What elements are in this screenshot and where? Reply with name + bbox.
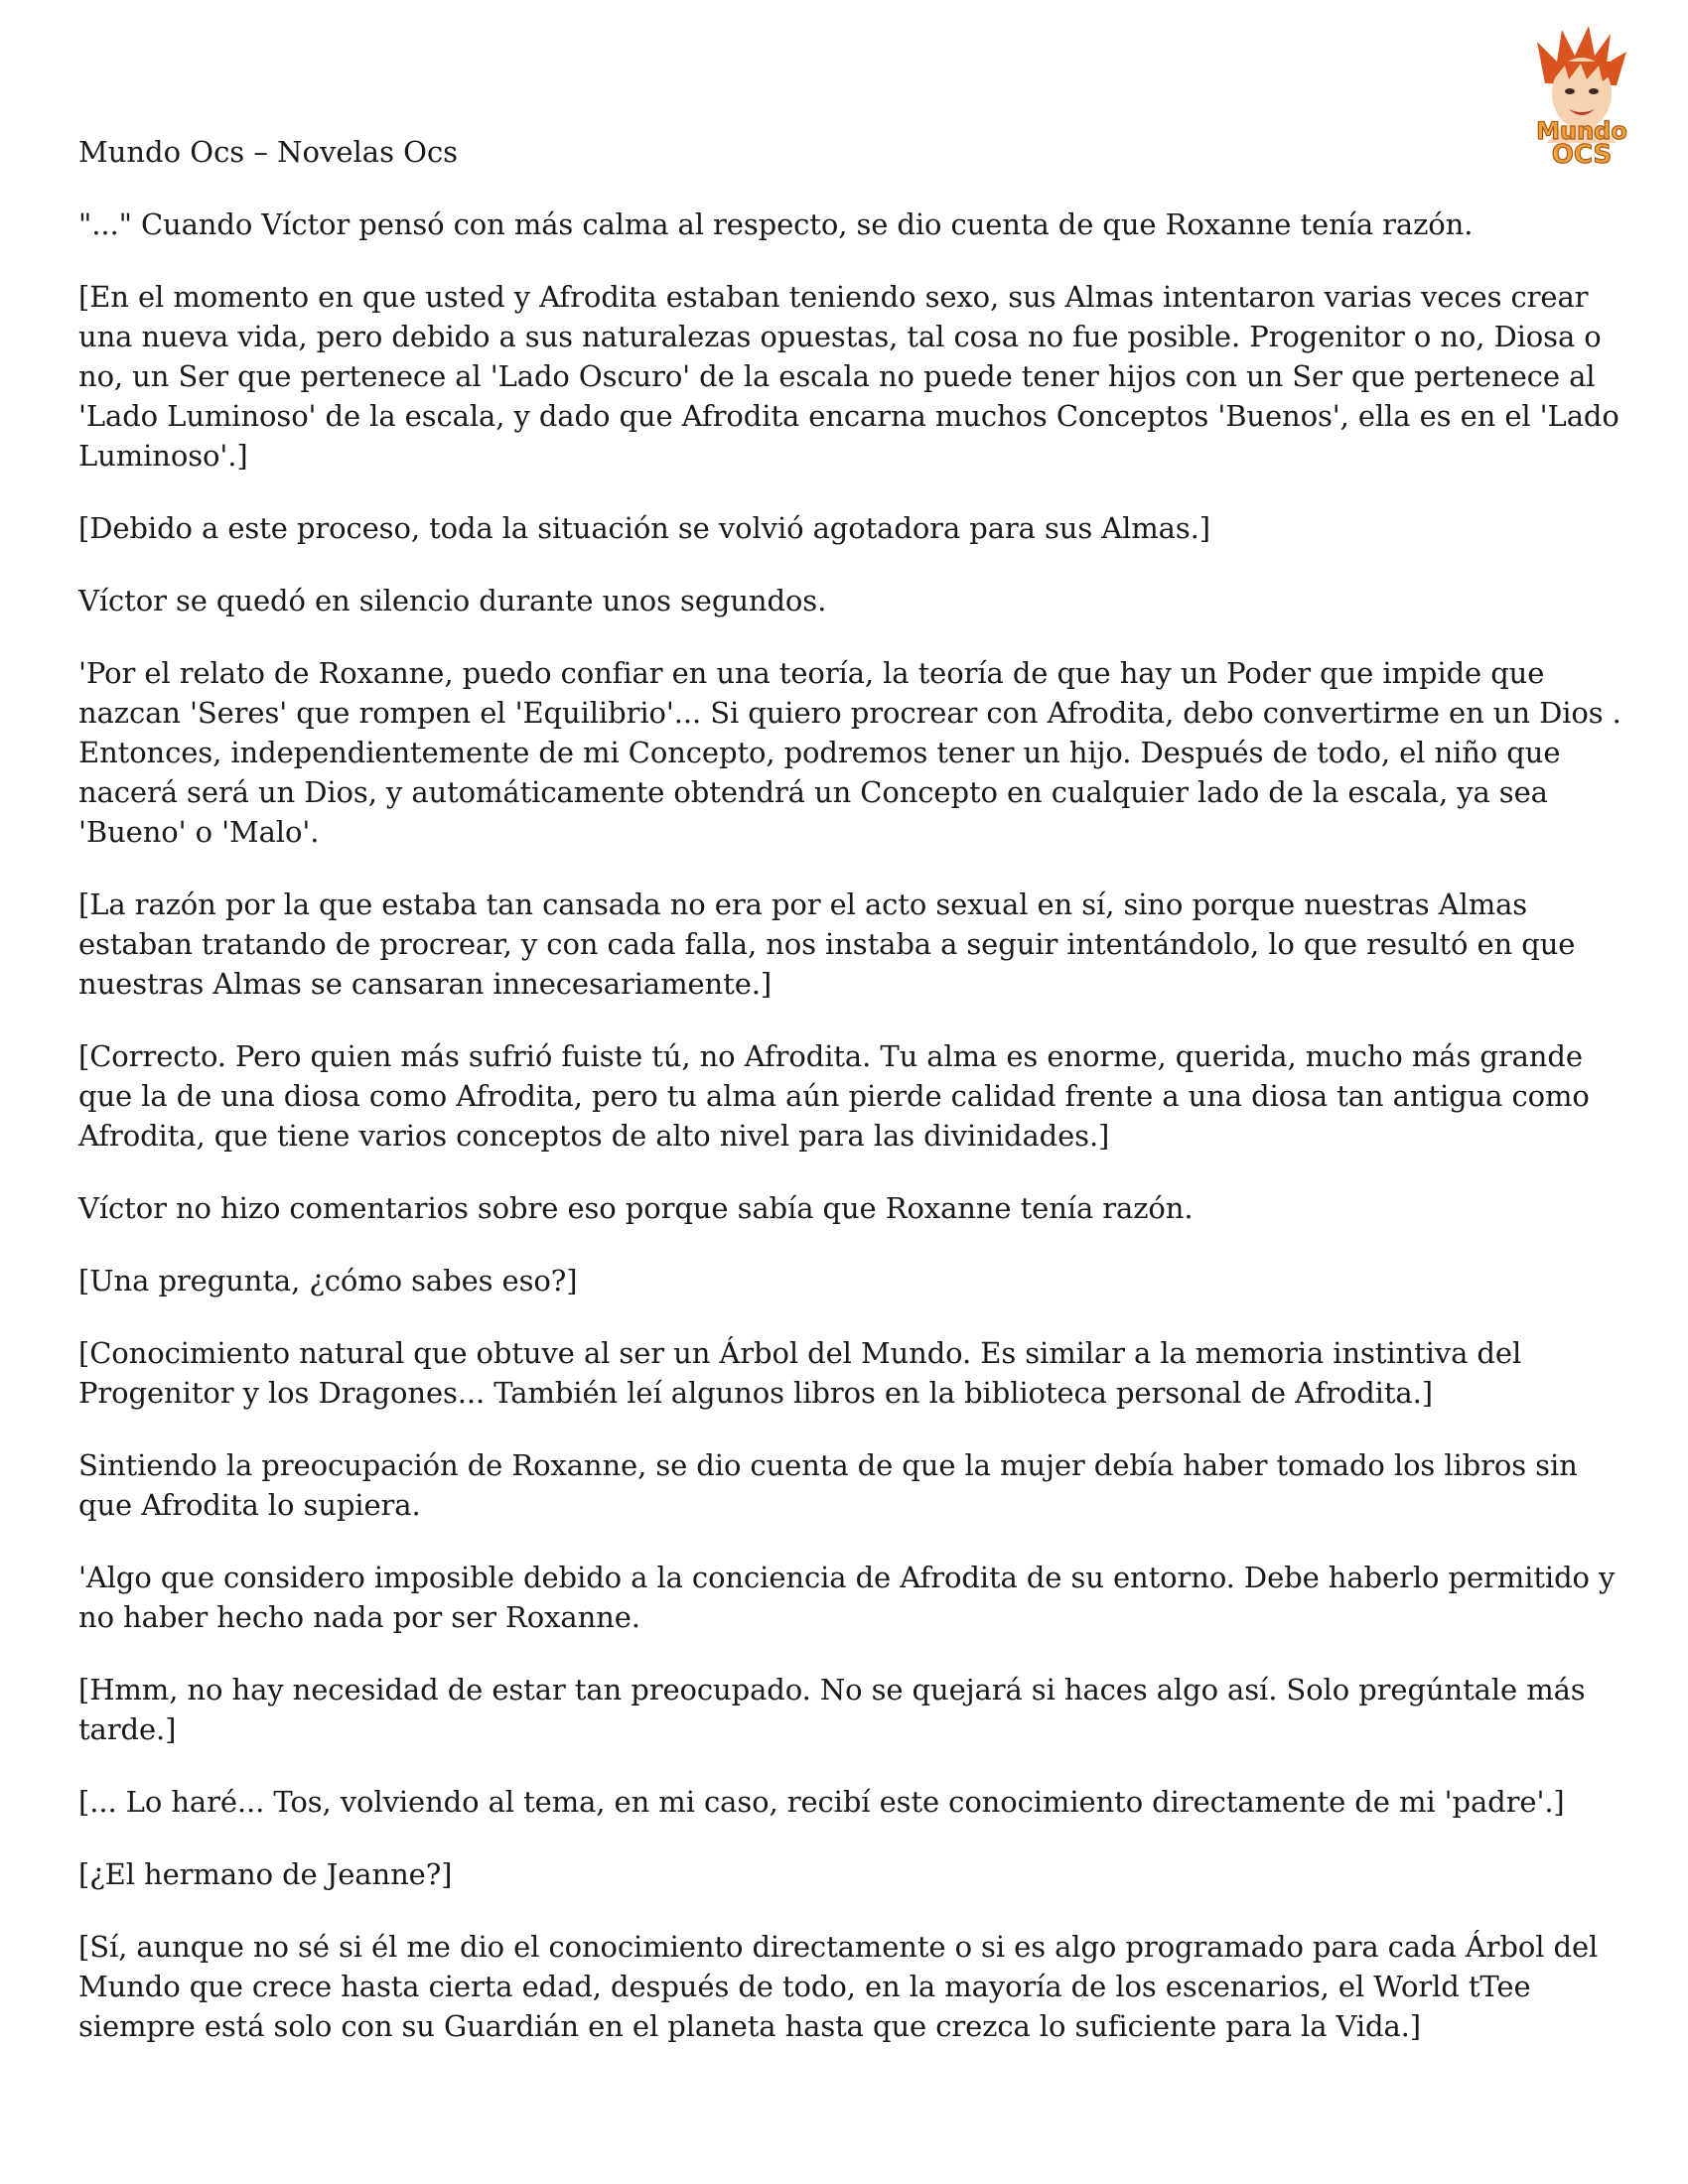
paragraph: [Correcto. Pero quien más sufrió fuiste tú, no Afrodita. Tu alma es enorme, querida, mucho más grande que la de una diosa como Afrodita, pero tu alma aún pierde calidad frente a una diosa tan antigua como Afrodita, que tiene varios conceptos de alto nivel para las divinidades.]	[78, 1039, 1590, 1153]
paragraph: [¿El hermano de Jeanne?]	[78, 1857, 453, 1891]
paragraph: Víctor se quedó en silencio durante unos segundos.	[78, 584, 827, 617]
paragraph: [En el momento en que usted y Afrodita estaban teniendo sexo, sus Almas intentaron varias veces crear una nueva vida, pero debido a sus naturalezas opuestas, tal cosa no fue posible. Progenitor o no, Diosa o no, un Ser que pertenece al 'Lado Oscuro' de la escala no puede tener hijos con un Ser que pertenece al 'Lado Luminoso' de la escala, y dado que Afrodita encarna muchos Conceptos 'Buenos', ella es en el 'Lado Luminoso'.]	[78, 280, 1619, 473]
logo-graphic	[1507, 22, 1656, 171]
paragraph: [Sí, aunque no sé si él me dio el conocimiento directamente o si es algo programado para cada Árbol del Mundo que crece hasta cierta edad, después de todo, en la mayoría de los escenarios, el World tTee siempre está solo con su Guardián en el planeta hasta que crezca lo suficiente para la Vida.]	[78, 1930, 1599, 2043]
mundo-ocs-logo	[1507, 22, 1656, 171]
document-body	[78, 205, 1627, 2079]
logo-text-ocs: OCS	[1551, 140, 1613, 170]
paragraph: 'Por el relato de Roxanne, puedo confiar en una teoría, la teoría de que hay un Poder que impide que nazcan 'Seres' que rompen el 'Equilibrio'... Si quiero procrear con Afrodita, debo convertirme en un Dios . Entonces, independientemente de mi Concepto, podremos tener un hijo. Después de todo, el niño que nacerá será un Dios, y automáticamente obtendrá un Concepto en cualquier lado de la escala, ya sea 'Bueno' o 'Malo'.	[78, 656, 1621, 849]
paragraph: [Debido a este proceso, toda la situación se volvió agotadora para sus Almas.]	[78, 511, 1210, 545]
paragraph: [Una pregunta, ¿cómo sabes eso?]	[78, 1264, 578, 1297]
logo-text-mundo: Mundo	[1536, 117, 1627, 145]
document-header: Mundo Ocs – Novelas Ocs	[78, 135, 459, 169]
paragraph: [Hmm, no hay necesidad de estar tan preocupado. No se quejará si haces algo así. Solo pregúntale más tarde.]	[78, 1673, 1586, 1746]
paragraph: 'Algo que considero imposible debido a la conciencia de Afrodita de su entorno. Debe haberlo permitido y no haber hecho nada por ser Roxanne.	[78, 1561, 1616, 1634]
paragraph: [... Lo haré... Tos, volviendo al tema, en mi caso, recibí este conocimiento directamente de mi 'padre'.]	[78, 1785, 1565, 1819]
paragraph: [Conocimiento natural que obtuve al ser un Árbol del Mundo. Es similar a la memoria instintiva del Progenitor y los Dragones... También leí algunos libros en la biblioteca personal de Afrodita.]	[78, 1336, 1522, 1410]
paragraph: [La razón por la que estaba tan cansada no era por el acto sexual en sí, sino porque nuestras Almas estaban tratando de procrear, y con cada falla, nos instaba a seguir intentándolo, lo que resultó en que nuestras Almas se cansaran innecesariamente.]	[78, 887, 1576, 1001]
paragraph: "..." Cuando Víctor pensó con más calma al respecto, se dio cuenta de que Roxanne tenía razón.	[78, 207, 1474, 241]
logo-eye-left	[1565, 88, 1575, 94]
paragraph: Sintiendo la preocupación de Roxanne, se dio cuenta de que la mujer debía haber tomado los libros sin que Afrodita lo supiera.	[78, 1448, 1578, 1522]
paragraph: Víctor no hizo comentarios sobre eso porque sabía que Roxanne tenía razón.	[78, 1191, 1194, 1225]
logo-eye-right	[1589, 88, 1599, 94]
